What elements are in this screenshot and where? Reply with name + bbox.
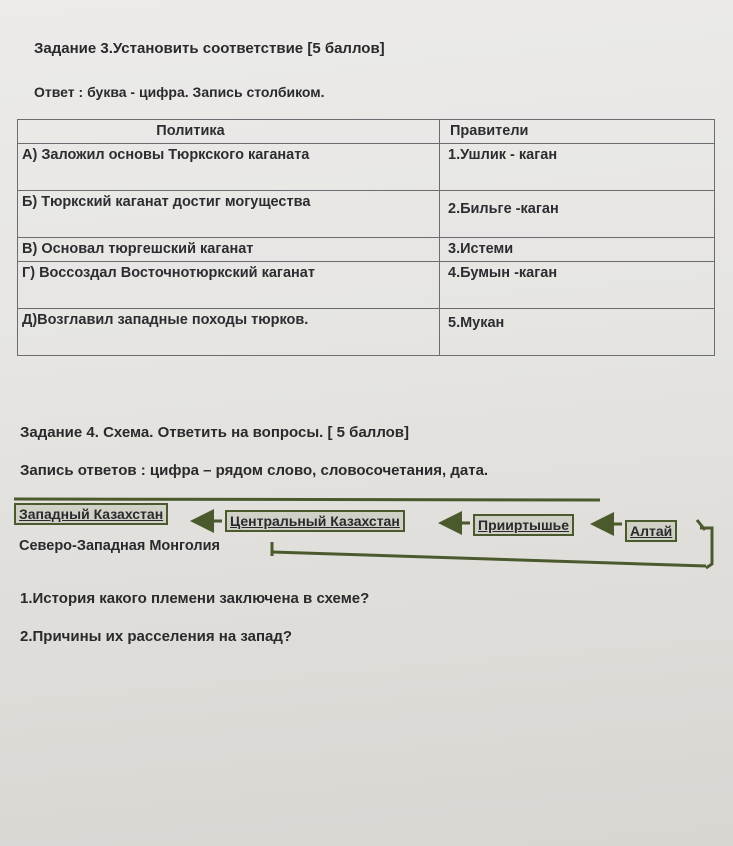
table-row: [18, 238, 715, 262]
ruler-cell-3: 3.Истеми: [440, 238, 715, 262]
table-header-row: [18, 120, 715, 144]
task3-title: Задание 3.Установить соответствие [5 баллов]: [34, 40, 385, 57]
policy-cell-b: Б) Тюркский каганат достиг могущества: [18, 191, 440, 238]
scheme-box-nw-mongolia: Северо-Западная Монголия: [19, 538, 220, 554]
scheme-box-priirtyshye: Прииртышье: [473, 514, 574, 536]
header-rulers: Правители: [440, 120, 715, 144]
ruler-cell-2: 2.Бильге -каган: [440, 191, 715, 238]
task3-instruction: Ответ : буква - цифра. Запись столбиком.: [34, 84, 325, 100]
question-2: 2.Причины их расселения на запад?: [20, 628, 293, 645]
table-row: [18, 191, 715, 238]
header-politics: Политика: [18, 120, 440, 144]
task4-title: Задание 4. Схема. Ответить на вопросы. [ 5 баллов]: [20, 424, 410, 441]
scheme-right-loop: [700, 528, 712, 568]
matching-table: [17, 119, 715, 356]
policy-cell-e: Д)Возглавил западные походы тюрков.: [18, 309, 440, 356]
ruler-cell-5: 5.Мукан: [440, 309, 715, 356]
ruler-cell-4: 4.Бумын -каган: [440, 262, 715, 309]
ruler-cell-1: 1.Ушлик - каган: [440, 144, 715, 191]
policy-cell-a: А) Заложил основы Тюркского каганата: [18, 144, 440, 191]
question-1: 1.История какого племени заключена в схеме?: [20, 590, 370, 607]
scheme-box-altai: Алтай: [625, 520, 677, 542]
table-row: [18, 262, 715, 309]
policy-cell-c: В) Основал тюргешский каганат: [18, 238, 440, 262]
table-row: [18, 309, 715, 356]
scheme-box-central-kazakhstan: Центральный Казахстан: [225, 510, 405, 532]
migration-scheme: [0, 490, 733, 580]
task4-instruction: Запись ответов : цифра – рядом слово, словосочетания, дата.: [20, 462, 489, 479]
scheme-top-line: [14, 499, 600, 500]
policy-cell-d: Г) Воссоздал Восточнотюркский каганат: [18, 262, 440, 309]
table-row: [18, 144, 715, 191]
scheme-box-western-kazakhstan: Западный Казахстан: [14, 503, 168, 525]
scheme-bottom-line: [272, 552, 706, 566]
